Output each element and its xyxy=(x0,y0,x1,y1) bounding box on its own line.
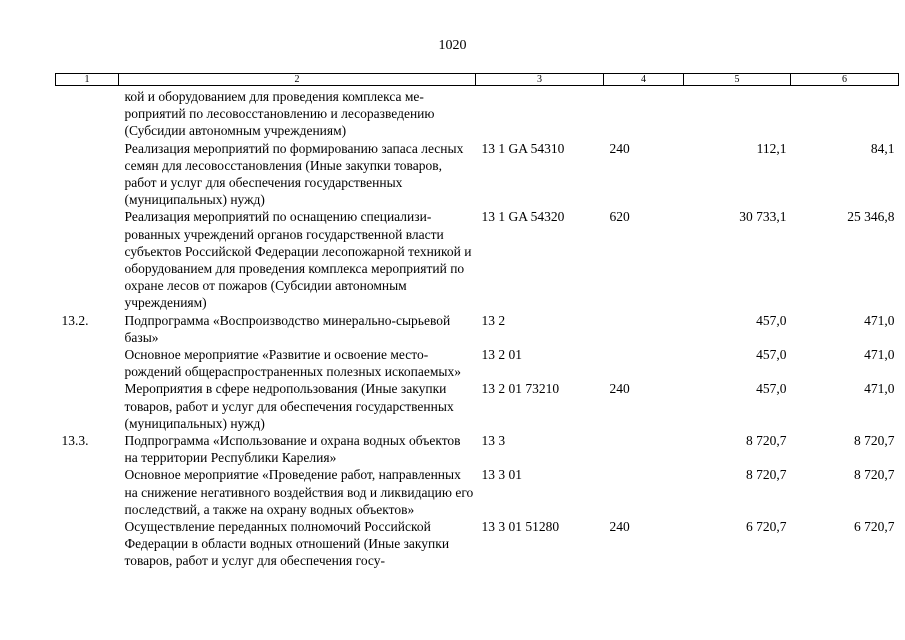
row-name: Реализация мероприятий по оснащению специализированных учреждений органов государственной власти субъектов Российской Федерации лесопожарной техникой и оборудованием для проведения комплекса мероприятий по охране лесов от пожаров (Субсидии автономным учреждениям) xyxy=(124,209,472,311)
row-amount-col6: 471,0 xyxy=(864,381,895,397)
row-name: Реализация мероприятий по формированию запаса лесных семян для лесовосстановления (Иные закупки товаров, работ и услуг для обеспечения государственных (муниципальных) нужд) xyxy=(124,140,464,208)
row-name: Основное мероприятие «Развитие и освоение месторождений общераспространенных полезных ископаемых» xyxy=(124,347,461,380)
row-amount-col6: 25 346,8 xyxy=(847,209,895,225)
row-number xyxy=(56,86,119,140)
row-name: кой и оборудованием для проведения комплекса мероприятий по лесовосстановлению и лесоразведению (Субсидии автономным учреждениям) xyxy=(124,89,435,139)
header-col-2: 2 xyxy=(119,74,476,86)
row-expense-type: 240 xyxy=(609,381,630,397)
row-name: Осуществление переданных полномочий Российской Федерации в области водных отношений (Иные закупки товаров, работ и услуг для обеспечения госу- xyxy=(124,519,450,569)
row-expense-type: 240 xyxy=(609,140,630,156)
budget-table xyxy=(55,73,899,570)
row-expense-type: 620 xyxy=(609,209,630,225)
row-number xyxy=(56,518,119,570)
row-amount-col5: 8 720,7 xyxy=(746,467,787,483)
row-code: 13 1 GA 54320 xyxy=(481,209,565,225)
row-code: 13 3 xyxy=(481,433,506,449)
header-col-3: 3 xyxy=(476,74,604,86)
column-number-header xyxy=(56,74,899,86)
row-expense-type xyxy=(604,346,684,380)
row-amount-col5: 112,1 xyxy=(756,140,787,156)
row-expense-type xyxy=(604,86,684,140)
row-number xyxy=(56,208,119,311)
row-number xyxy=(56,346,119,380)
header-col-4: 4 xyxy=(604,74,684,86)
row-name: Подпрограмма «Воспроизводство минерально-сырьевой базы» xyxy=(124,312,451,345)
table-row xyxy=(56,346,899,380)
row-number: 13.2. xyxy=(61,312,89,328)
row-number xyxy=(56,140,119,209)
row-amount-col5: 6 720,7 xyxy=(746,519,787,535)
row-amount-col5: 457,0 xyxy=(756,312,787,328)
row-amount-col6: 471,0 xyxy=(864,347,895,363)
row-amount-col5: 30 733,1 xyxy=(739,209,787,225)
row-amount-col5: 8 720,7 xyxy=(746,433,787,449)
row-amount-col5: 457,0 xyxy=(756,347,787,363)
row-amount-col6 xyxy=(791,86,899,140)
row-code: 13 2 xyxy=(481,312,506,328)
row-amount-col6: 84,1 xyxy=(870,140,895,156)
row-expense-type xyxy=(604,312,684,346)
row-number xyxy=(56,466,119,518)
row-name: Подпрограмма «Использование и охрана водных объектов на территории Республики Карелия» xyxy=(124,433,461,466)
header-col-1: 1 xyxy=(56,74,119,86)
row-number xyxy=(56,380,119,432)
table-row xyxy=(56,466,899,518)
row-amount-col6: 8 720,7 xyxy=(854,433,895,449)
row-code: 13 2 01 73210 xyxy=(481,381,560,397)
header-col-5: 5 xyxy=(684,74,791,86)
table-row xyxy=(56,140,899,209)
table-row xyxy=(56,86,899,140)
row-expense-type xyxy=(604,466,684,518)
row-name: Мероприятия в сфере недропользования (Иные закупки товаров, работ и услуг для обеспечения государственных (муниципальных) нужд) xyxy=(124,381,454,431)
row-amount-col5: 457,0 xyxy=(756,381,787,397)
table-row xyxy=(56,208,899,311)
row-amount-col6: 471,0 xyxy=(864,312,895,328)
table-row xyxy=(56,518,899,570)
row-expense-type xyxy=(604,432,684,466)
row-expense-type: 240 xyxy=(609,519,630,535)
row-number: 13.3. xyxy=(61,433,89,449)
row-code: 13 1 GA 54310 xyxy=(481,140,565,156)
page-number: 1020 xyxy=(438,38,467,53)
row-amount-col6: 6 720,7 xyxy=(854,519,895,535)
table-row xyxy=(56,312,899,346)
row-code: 13 3 01 xyxy=(481,467,522,483)
row-amount-col6: 8 720,7 xyxy=(854,467,895,483)
row-amount-col5 xyxy=(684,86,791,140)
table-row xyxy=(56,432,899,466)
row-code: 13 2 01 xyxy=(481,347,522,363)
header-col-6: 6 xyxy=(791,74,899,86)
row-code xyxy=(476,86,604,140)
table-row xyxy=(56,380,899,432)
row-name: Основное мероприятие «Проведение работ, направленных на снижение негативного воздействия вод и ликвидацию его последствий, а также на охрану водных объектов» xyxy=(124,467,474,517)
row-code: 13 3 01 51280 xyxy=(481,519,560,535)
